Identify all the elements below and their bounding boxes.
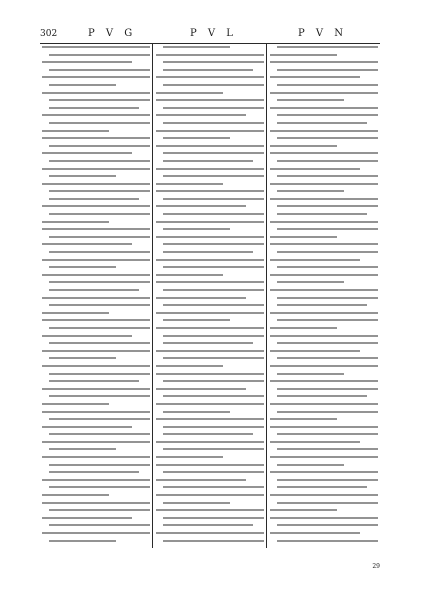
text-line-placeholder — [277, 213, 367, 215]
text-line-placeholder — [277, 357, 378, 359]
text-line-placeholder — [42, 183, 150, 185]
text-line-placeholder — [163, 160, 253, 162]
text-line-placeholder — [277, 281, 344, 283]
text-line-placeholder — [42, 456, 150, 458]
text-line-placeholder — [49, 471, 139, 473]
text-line-placeholder — [270, 418, 337, 420]
text-line-placeholder — [156, 532, 264, 534]
text-line-placeholder — [163, 395, 264, 397]
text-line-placeholder — [156, 274, 223, 276]
text-line-placeholder — [49, 190, 150, 192]
text-line-placeholder — [270, 221, 378, 223]
text-line-placeholder — [277, 433, 378, 435]
text-line-placeholder — [277, 388, 378, 390]
text-line-placeholder — [42, 61, 132, 63]
text-line-placeholder — [156, 259, 264, 261]
text-line-placeholder — [49, 433, 150, 435]
text-line-placeholder — [270, 327, 337, 329]
text-line-placeholder — [156, 464, 264, 466]
text-line-placeholder — [277, 122, 367, 124]
text-line-placeholder — [277, 69, 378, 71]
text-line-placeholder — [49, 266, 116, 268]
text-line-placeholder — [163, 251, 253, 253]
text-line-placeholder — [156, 190, 264, 192]
text-line-placeholder — [49, 281, 150, 283]
column-center-text — [156, 46, 264, 546]
text-line-placeholder — [156, 221, 264, 223]
text-line-placeholder — [42, 221, 109, 223]
text-line-placeholder — [49, 418, 150, 420]
text-line-placeholder — [156, 183, 223, 185]
text-line-placeholder — [49, 213, 150, 215]
text-line-placeholder — [163, 448, 264, 450]
header-rule — [40, 43, 380, 44]
running-head-left: P V G — [88, 28, 137, 39]
text-line-placeholder — [163, 524, 253, 526]
text-line-placeholder — [49, 373, 150, 375]
text-line-placeholder — [270, 471, 378, 473]
text-line-placeholder — [156, 373, 264, 375]
text-line-placeholder — [277, 486, 367, 488]
text-line-placeholder — [163, 319, 230, 321]
text-line-placeholder — [49, 54, 150, 56]
text-line-placeholder — [277, 373, 344, 375]
text-line-placeholder — [163, 107, 264, 109]
text-line-placeholder — [156, 509, 264, 511]
text-line-placeholder — [49, 540, 116, 542]
text-line-placeholder — [270, 350, 360, 352]
text-line-placeholder — [49, 524, 150, 526]
text-line-placeholder — [277, 540, 378, 542]
text-line-placeholder — [277, 304, 367, 306]
text-line-placeholder — [42, 259, 150, 261]
text-line-placeholder — [270, 403, 378, 405]
text-line-placeholder — [49, 107, 139, 109]
text-line-placeholder — [270, 243, 378, 245]
text-line-placeholder — [49, 342, 150, 344]
text-line-placeholder — [42, 152, 132, 154]
running-head-right: P V N — [298, 28, 348, 39]
text-line-placeholder — [270, 198, 378, 200]
text-line-placeholder — [270, 107, 378, 109]
text-line-placeholder — [49, 122, 150, 124]
text-line-placeholder — [163, 46, 230, 48]
text-line-placeholder — [42, 517, 132, 519]
text-line-placeholder — [163, 84, 264, 86]
text-line-placeholder — [270, 312, 378, 314]
text-line-placeholder — [42, 335, 132, 337]
text-line-placeholder — [270, 130, 378, 132]
text-line-placeholder — [156, 54, 264, 56]
text-line-placeholder — [156, 205, 246, 207]
text-line-placeholder — [42, 76, 150, 78]
text-line-placeholder — [163, 540, 264, 542]
text-line-placeholder — [270, 509, 337, 511]
column-center — [156, 46, 264, 546]
page-header — [40, 28, 380, 44]
text-line-placeholder — [163, 122, 264, 124]
text-line-placeholder — [42, 532, 150, 534]
text-line-placeholder — [163, 69, 253, 71]
text-line-placeholder — [42, 441, 150, 443]
text-line-placeholder — [277, 46, 378, 48]
text-line-placeholder — [49, 464, 150, 466]
text-line-placeholder — [49, 357, 116, 359]
text-line-placeholder — [277, 175, 378, 177]
text-line-placeholder — [42, 494, 109, 496]
text-line-placeholder — [163, 152, 264, 154]
text-line-placeholder — [270, 274, 378, 276]
text-line-placeholder — [156, 76, 264, 78]
text-line-placeholder — [42, 411, 150, 413]
signature-mark: 29 — [372, 563, 380, 570]
column-right — [270, 46, 378, 546]
text-line-placeholder — [277, 319, 378, 321]
column-left — [42, 46, 150, 546]
text-line-placeholder — [277, 395, 367, 397]
text-line-placeholder — [42, 243, 132, 245]
text-line-placeholder — [277, 479, 378, 481]
text-line-placeholder — [163, 289, 264, 291]
text-line-placeholder — [163, 175, 264, 177]
dictionary-page — [40, 28, 380, 570]
text-line-placeholder — [270, 236, 337, 238]
text-line-placeholder — [163, 137, 230, 139]
text-line-placeholder — [49, 198, 139, 200]
text-line-placeholder — [49, 380, 139, 382]
text-line-placeholder — [42, 502, 150, 504]
column-left-text — [42, 46, 150, 546]
column-rule-right — [266, 43, 267, 548]
text-line-placeholder — [270, 54, 337, 56]
text-line-placeholder — [163, 198, 264, 200]
text-line-placeholder — [270, 145, 337, 147]
text-line-placeholder — [42, 312, 109, 314]
text-line-placeholder — [156, 403, 264, 405]
text-line-placeholder — [163, 380, 264, 382]
text-line-placeholder — [277, 464, 344, 466]
text-line-placeholder — [42, 350, 150, 352]
text-line-placeholder — [163, 426, 264, 428]
text-line-placeholder — [49, 160, 150, 162]
text-line-placeholder — [156, 168, 264, 170]
text-line-placeholder — [49, 84, 116, 86]
text-line-placeholder — [270, 168, 360, 170]
text-line-placeholder — [163, 243, 264, 245]
text-line-placeholder — [163, 486, 264, 488]
text-line-placeholder — [49, 448, 116, 450]
text-line-placeholder — [270, 365, 378, 367]
text-line-placeholder — [156, 350, 264, 352]
text-line-placeholder — [163, 517, 264, 519]
text-line-placeholder — [156, 479, 246, 481]
text-line-placeholder — [49, 175, 116, 177]
text-line-placeholder — [270, 92, 378, 94]
text-line-placeholder — [270, 456, 378, 458]
text-line-placeholder — [156, 92, 223, 94]
text-line-placeholder — [277, 114, 378, 116]
text-line-placeholder — [277, 411, 378, 413]
text-line-placeholder — [49, 304, 150, 306]
text-line-placeholder — [42, 426, 132, 428]
text-line-placeholder — [277, 502, 378, 504]
column-right-text — [270, 46, 378, 546]
text-line-placeholder — [156, 365, 223, 367]
text-line-placeholder — [277, 228, 378, 230]
text-line-placeholder — [277, 251, 378, 253]
text-line-placeholder — [163, 471, 264, 473]
text-line-placeholder — [49, 289, 139, 291]
text-line-placeholder — [42, 46, 150, 48]
text-line-placeholder — [49, 486, 150, 488]
text-line-placeholder — [49, 69, 150, 71]
text-line-placeholder — [277, 448, 378, 450]
text-line-placeholder — [270, 532, 360, 534]
text-line-placeholder — [270, 152, 378, 154]
text-line-placeholder — [42, 130, 109, 132]
text-line-placeholder — [277, 342, 378, 344]
text-line-placeholder — [156, 327, 264, 329]
text-line-placeholder — [270, 426, 378, 428]
text-line-placeholder — [156, 418, 264, 420]
text-line-placeholder — [277, 205, 378, 207]
text-line-placeholder — [42, 403, 109, 405]
text-line-placeholder — [156, 130, 264, 132]
text-line-placeholder — [156, 441, 264, 443]
text-line-placeholder — [156, 99, 264, 101]
text-line-placeholder — [277, 266, 378, 268]
text-line-placeholder — [270, 441, 360, 443]
text-line-placeholder — [277, 84, 378, 86]
text-line-placeholder — [277, 190, 344, 192]
text-line-placeholder — [277, 160, 378, 162]
text-line-placeholder — [156, 456, 223, 458]
text-line-placeholder — [156, 114, 246, 116]
text-line-placeholder — [277, 137, 378, 139]
text-line-placeholder — [270, 335, 378, 337]
text-line-placeholder — [42, 297, 150, 299]
text-line-placeholder — [156, 297, 246, 299]
text-line-placeholder — [42, 365, 150, 367]
text-line-placeholder — [163, 357, 264, 359]
text-line-placeholder — [49, 395, 150, 397]
text-line-placeholder — [49, 145, 150, 147]
text-line-placeholder — [270, 76, 360, 78]
text-line-placeholder — [156, 388, 246, 390]
text-line-placeholder — [163, 342, 253, 344]
text-line-placeholder — [42, 205, 150, 207]
text-line-placeholder — [156, 145, 264, 147]
text-line-placeholder — [42, 319, 150, 321]
text-line-placeholder — [156, 494, 264, 496]
text-line-placeholder — [270, 183, 378, 185]
text-line-placeholder — [42, 168, 150, 170]
text-line-placeholder — [277, 99, 344, 101]
text-line-placeholder — [163, 61, 264, 63]
text-line-placeholder — [277, 524, 378, 526]
text-line-placeholder — [163, 213, 264, 215]
text-line-placeholder — [163, 411, 230, 413]
text-line-placeholder — [42, 92, 150, 94]
text-line-placeholder — [163, 502, 230, 504]
text-line-placeholder — [42, 137, 150, 139]
text-line-placeholder — [42, 388, 150, 390]
text-line-placeholder — [42, 479, 150, 481]
page-number: 302 — [40, 29, 58, 39]
text-line-placeholder — [270, 517, 378, 519]
text-line-placeholder — [163, 266, 264, 268]
text-line-placeholder — [270, 61, 378, 63]
text-line-placeholder — [42, 114, 150, 116]
text-line-placeholder — [49, 509, 150, 511]
text-line-placeholder — [163, 433, 253, 435]
text-line-placeholder — [49, 236, 150, 238]
text-line-placeholder — [156, 312, 264, 314]
text-line-placeholder — [277, 297, 378, 299]
text-line-placeholder — [270, 259, 360, 261]
text-line-placeholder — [42, 228, 150, 230]
column-rule-left — [152, 43, 153, 548]
text-line-placeholder — [270, 289, 378, 291]
text-line-placeholder — [163, 335, 264, 337]
text-line-placeholder — [49, 327, 150, 329]
text-line-placeholder — [49, 251, 150, 253]
text-line-placeholder — [42, 274, 150, 276]
text-line-placeholder — [156, 236, 264, 238]
text-line-placeholder — [270, 494, 378, 496]
text-line-placeholder — [163, 304, 264, 306]
text-line-placeholder — [156, 281, 264, 283]
text-line-placeholder — [270, 380, 378, 382]
text-line-placeholder — [49, 99, 150, 101]
running-head-center: P V L — [190, 28, 237, 39]
text-line-placeholder — [163, 228, 230, 230]
